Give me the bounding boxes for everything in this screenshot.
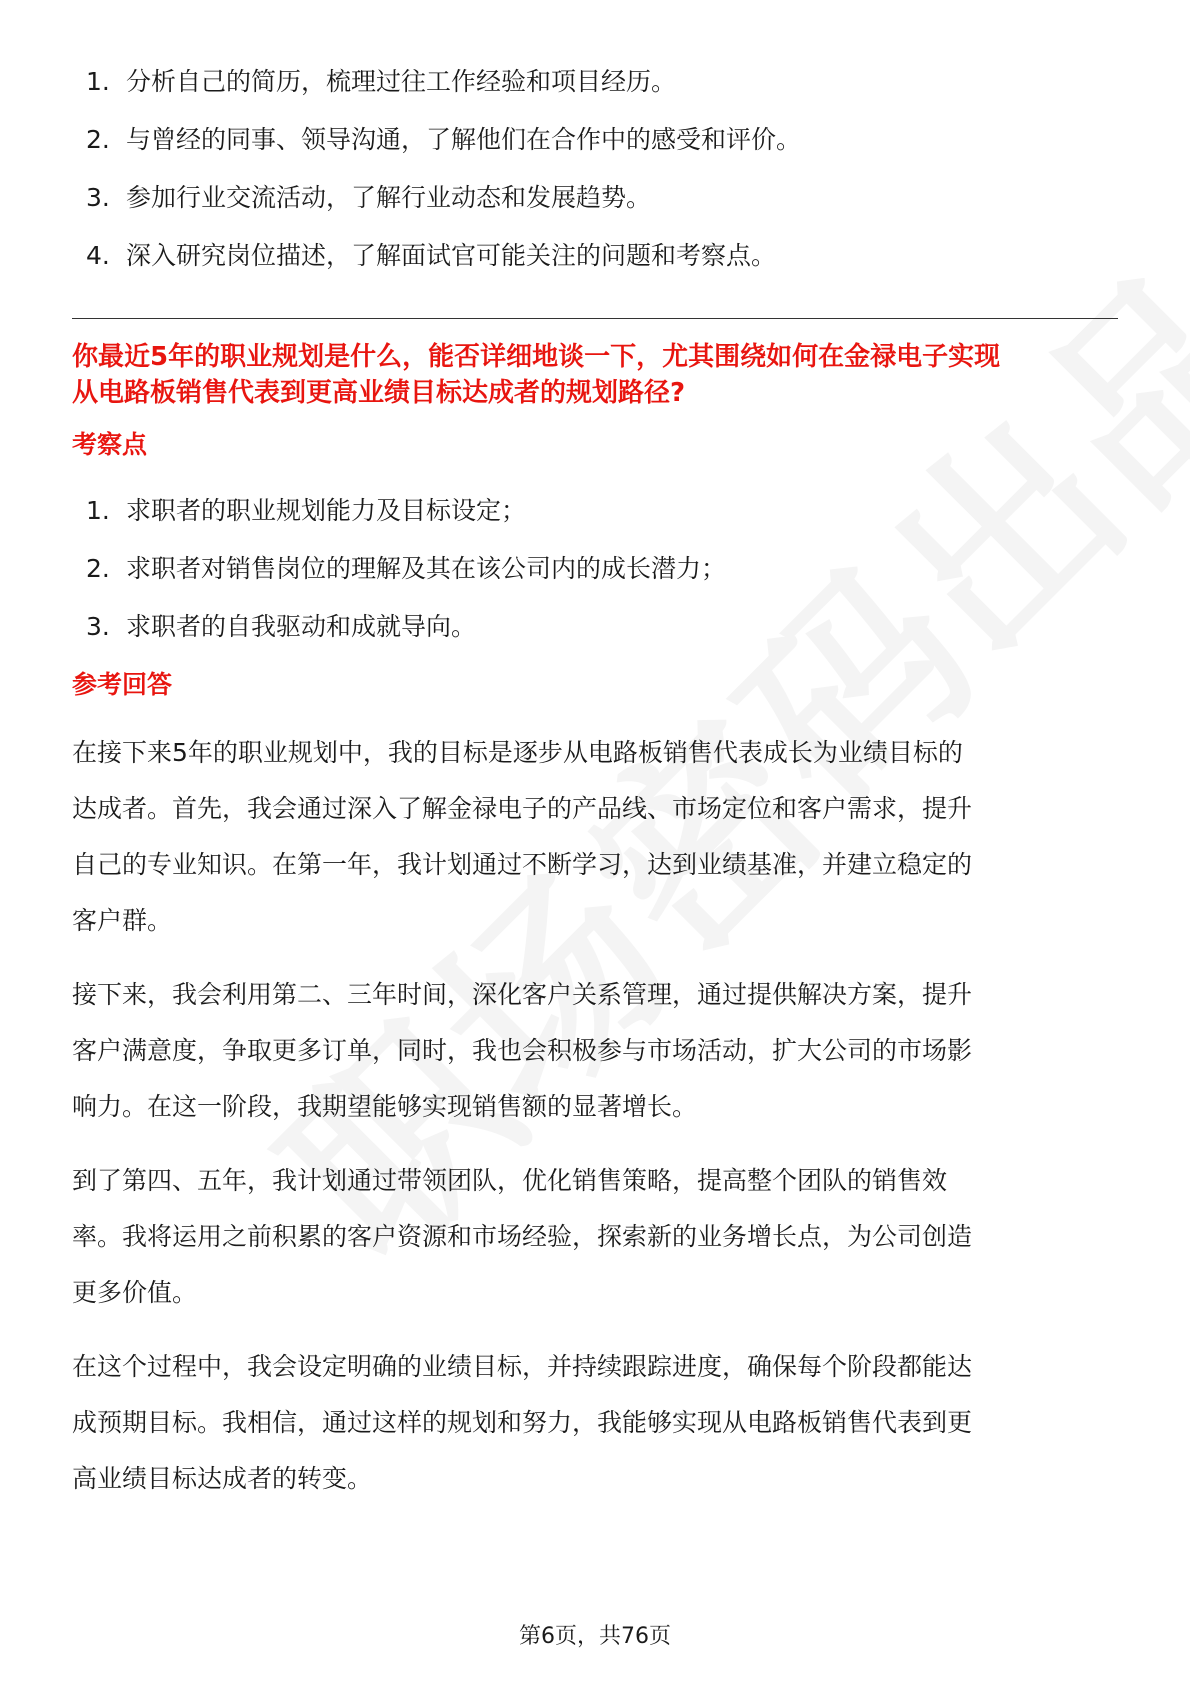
- paragraph-line: 率。我将运用之前积累的客户资源和市场经验，探索新的业务增长点，为公司创造: [72, 1222, 973, 1251]
- assessment-list: [72, 491, 1118, 647]
- list-number: 3.: [86, 612, 110, 641]
- list-item: [72, 236, 1118, 276]
- paragraph-line: 自己的专业知识。在第一年，我计划通过不断学习，达到业绩基准，并建立稳定的: [72, 850, 973, 879]
- list-text: 深入研究岗位描述，了解面试官可能关注的问题和考察点。: [126, 241, 777, 270]
- list-number: 2.: [86, 125, 110, 154]
- list-text: 与曾经的同事、领导沟通，了解他们在合作中的感受和评价。: [126, 125, 802, 154]
- list-number: 1.: [86, 67, 110, 96]
- paragraph-line: 接下来，我会利用第二、三年时间，深化客户关系管理，通过提供解决方案，提升: [72, 980, 973, 1009]
- list-text: 求职者对销售岗位的理解及其在该公司内的成长潜力；: [126, 554, 727, 583]
- list-number: 2.: [86, 554, 110, 583]
- list-text: 分析自己的简历，梳理过往工作经验和项目经历。: [126, 67, 677, 96]
- assessment-label: 考察点: [72, 430, 148, 459]
- list-item: [72, 178, 1118, 218]
- paragraph-line: 客户群。: [72, 906, 173, 935]
- paragraph-line: 达成者。首先，我会通过深入了解金禄电子的产品线、市场定位和客户需求，提升: [72, 794, 973, 823]
- list-text: 参加行业交流活动，了解行业动态和发展趋势。: [126, 183, 652, 212]
- list-item: [72, 607, 1118, 647]
- list-number: 3.: [86, 183, 110, 212]
- prep-list: [72, 62, 1118, 276]
- list-number: 4.: [86, 241, 110, 270]
- answer-paragraph: [72, 1339, 1118, 1507]
- page-number: 第6页，共76页: [519, 1624, 671, 1649]
- paragraph-line: 响力。在这一阶段，我期望能够实现销售额的显著增长。: [72, 1092, 698, 1121]
- list-text: 求职者的自我驱动和成就导向。: [126, 612, 477, 641]
- paragraph-line: 在接下来5年的职业规划中，我的目标是逐步从电路板销售代表成长为业绩目标的: [72, 738, 963, 767]
- answer-body: [72, 725, 1118, 1507]
- paragraph-line: 高业绩目标达成者的转变。: [72, 1464, 373, 1493]
- list-item: [72, 120, 1118, 160]
- paragraph-line: 到了第四、五年，我计划通过带领团队，优化销售策略，提高整个团队的销售效: [72, 1166, 948, 1195]
- question-heading: [72, 339, 1118, 411]
- paragraph-line: 在这个过程中，我会设定明确的业绩目标，并持续跟踪进度，确保每个阶段都能达: [72, 1352, 973, 1381]
- paragraph-line: 成预期目标。我相信，通过这样的规划和努力，我能够实现从电路板销售代表到更: [72, 1408, 973, 1437]
- list-item: [72, 491, 1118, 531]
- list-text: 求职者的职业规划能力及目标设定；: [126, 496, 527, 525]
- paragraph-line: 更多价值。: [72, 1278, 198, 1307]
- list-item: [72, 549, 1118, 589]
- answer-paragraph: [72, 967, 1118, 1135]
- section-divider: [72, 318, 1118, 319]
- question-line: 你最近5年的职业规划是什么，能否详细地谈一下，尤其围绕如何在金禄电子实现: [72, 342, 1001, 372]
- question-line: 从电路板销售代表到更高业绩目标达成者的规划路径?: [72, 378, 686, 408]
- page-content: [72, 62, 1118, 1507]
- answer-paragraph: [72, 1153, 1118, 1321]
- answer-label: 参考回答: [72, 670, 173, 699]
- list-number: 1.: [86, 496, 110, 525]
- paragraph-line: 客户满意度，争取更多订单，同时，我也会积极参与市场活动，扩大公司的市场影: [72, 1036, 973, 1065]
- list-item: [72, 62, 1118, 102]
- answer-paragraph: [72, 725, 1118, 949]
